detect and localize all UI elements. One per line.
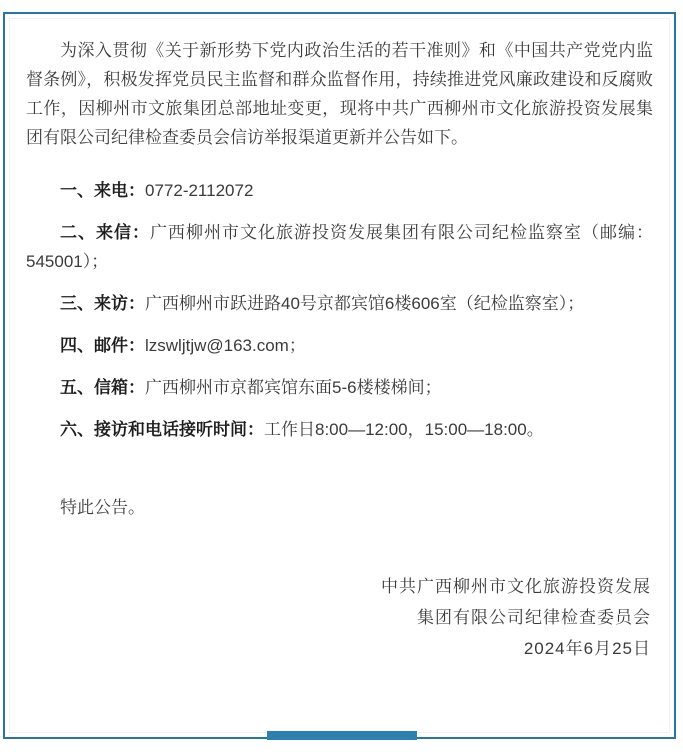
closing-statement: 特此公告。 <box>60 498 145 517</box>
item-label-phone: 一、来电： <box>60 181 145 200</box>
notice-item-hours <box>26 415 653 444</box>
item-label-email: 四、邮件： <box>60 336 145 355</box>
notice-item-visit <box>26 289 653 318</box>
item-label-mail: 二、来信： <box>60 223 150 242</box>
page-frame-border <box>3 12 676 739</box>
item-label-hours: 六、接访和电话接听时间： <box>60 420 264 439</box>
notice-item-mail <box>26 218 653 276</box>
item-value-phone: 0772-2112072 <box>145 181 254 200</box>
signature-date: 2024年6月25日 <box>523 639 651 658</box>
announcement-sheet <box>9 18 670 733</box>
signature-org-line1: 中共广西柳州市文化旅游投资发展 <box>381 577 651 596</box>
item-value-mailbox: 广西柳州市京都宾馆东面5-6楼楼梯间； <box>145 378 442 397</box>
notice-item-mailbox <box>26 373 653 402</box>
item-value-mail: 广西柳州市文化旅游投资发展集团有限公司纪检监察室（邮编：545001）； <box>26 223 653 271</box>
notice-item-phone <box>26 176 653 205</box>
item-label-mailbox: 五、信箱： <box>60 378 145 397</box>
notice-item-email <box>26 331 653 360</box>
intro-paragraph: 为深入贯彻《关于新形势下党内政治生活的若干准则》和《中国共产党党内监督条例》，积极发挥党员民主监督和群众监督作用，持续推进党风廉政建设和反腐败工作，因柳州市文旅集团总部地址变更，现将中共广西柳州市文化旅游投资发展集团有限公司纪律检查委员会信访举报渠道更新并公告如下。 <box>26 41 653 147</box>
signature-org-line2: 集团有限公司纪律检查委员会 <box>417 608 651 627</box>
item-value-hours: 工作日8:00—12:00，15:00—18:00。 <box>264 420 544 439</box>
item-value-email: lzswljtjw@163.com； <box>145 336 306 355</box>
item-value-visit: 广西柳州市跃进路40号京都宾馆6楼606室（纪检监察室）； <box>145 294 585 313</box>
signature-block <box>26 571 653 664</box>
item-label-visit: 三、来访： <box>60 294 145 313</box>
bottom-accent-bar <box>267 731 417 740</box>
